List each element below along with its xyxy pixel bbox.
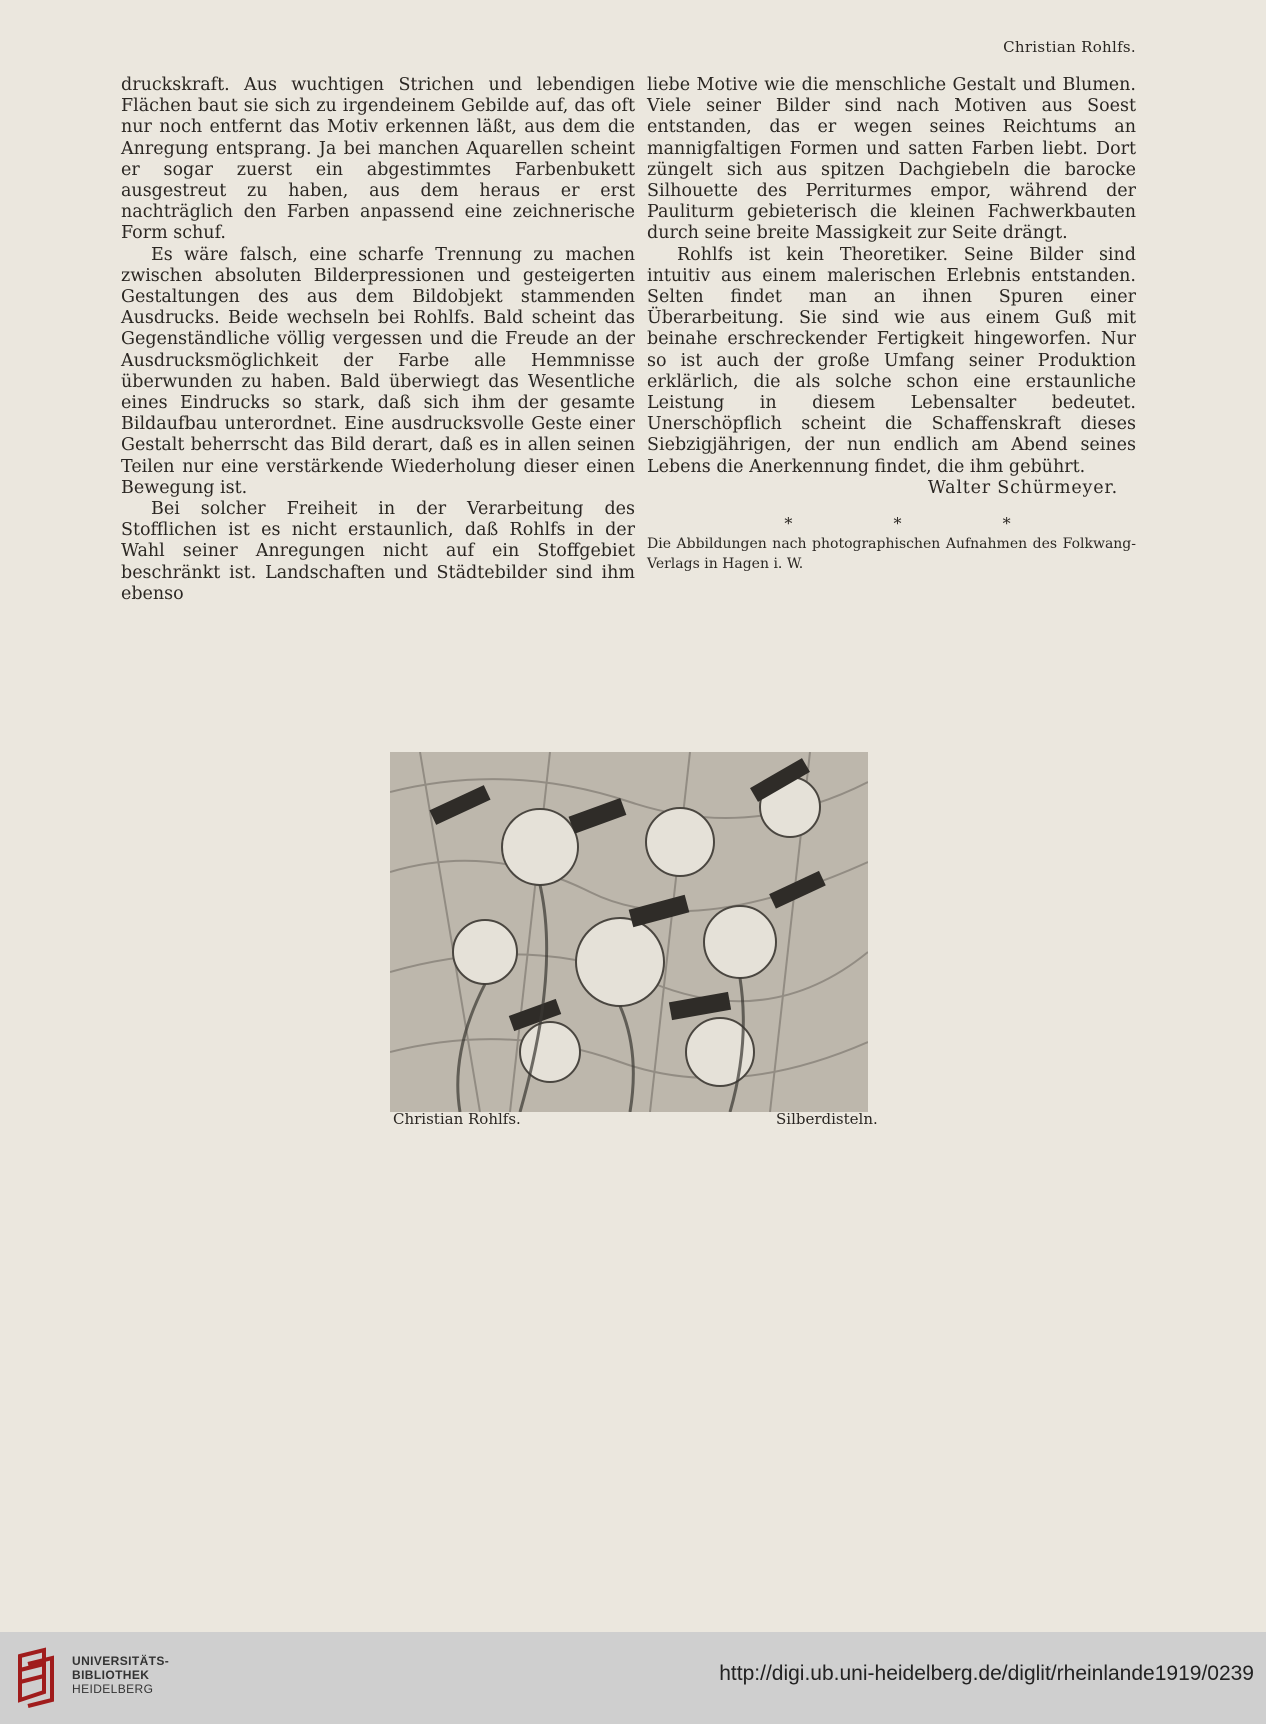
right-paragraph: Rohlfs ist kein Theoretiker. Seine Bilder sind intuitiv aus einem malerischen Erlebnis entstanden. Selten findet man an ihnen Spuren einer Überarbeitung. Sie sind wie aus einem Guß mit beinahe erschreckender Fertigkeit hingeworfen. Nur so ist auch der große Umfang seiner Produktion erklärlich, die als solche schon eine erstaunliche Leistung in diesem Lebensalter bedeutet. Unerschöpflich scheint die Schaffenskraft dieses Siebzigjährigen, der nun endlich am Abend seines Lebens die Anerkennung findet, die ihm gebührt. — [647, 244, 1136, 477]
left-paragraph: Es wäre falsch, eine scharfe Trennung zu machen zwischen absoluten Bilderpressionen und gesteigerten Gestaltungen des aus dem Bildobjekt stammenden Ausdrucks. Beide wechseln bei Rohlfs. Bald scheint das Gegenständliche völlig vergessen und die Freude an der Ausdrucksmöglichkeit der Farbe alle Hemmnisse überwunden zu haben. Bald überwiegt das Wesentliche eines Eindrucks so stark, daß sich ihm der gesamte Bildaufbau unterordnet. Eine ausdrucksvolle Geste einer Gestalt beherrscht das Bild derart, daß es in allen seinen Teilen nur eine verstärkende Wiederholung dieser einen Bewegung ist. — [121, 244, 635, 498]
thistle-painting-illustration — [390, 752, 868, 1112]
library-name-line: BIBLIOTHEK — [72, 1668, 150, 1682]
figure-caption-artist: Christian Rohlfs. — [393, 1110, 521, 1128]
library-name-line: HEIDELBERG — [72, 1682, 154, 1696]
left-column — [121, 75, 635, 605]
figure-caption-title: Silberdisteln. — [776, 1110, 878, 1128]
section-divider-stars: * * * — [784, 514, 1059, 534]
left-paragraph: Bei solcher Freiheit in der Verarbeitung des Stofflichen ist es nicht erstaunlich, daß Rohlfs in der Wahl seiner Anregungen nicht auf ein Stoffgebiet beschränkt ist. Landschaften und Städtebilder sind ihm ebenso — [121, 499, 635, 604]
right-paragraph: liebe Motive wie die menschliche Gestalt und Blumen. Viele seiner Bilder sind nach Motiven aus Soest entstanden, das er wegen seines Reichtums an mannigfaltigen Formen und satten Farben liebt. Dort züngelt sich aus spitzen Dachgiebeln die barocke Silhouette des Perriturmes empor, während der Pauliturm gebieterisch die kleinen Fachwerkbauten durch seine breite Massigkeit zur Seite drängt. — [647, 75, 1136, 244]
author-signature: Walter Schürmeyer. — [927, 477, 1118, 498]
library-logo-icon — [14, 1646, 60, 1708]
running-title: Christian Rohlfs. — [1003, 38, 1136, 56]
library-name — [72, 1654, 169, 1696]
thistle-painting-image — [390, 752, 868, 1112]
left-paragraph: druckskraft. Aus wuchtigen Strichen und lebendigen Flächen baut sie sich zu irgendeinem Gebilde auf, das oft nur noch entfernt das Motiv erkennen läßt, aus dem die Anregung entsprang. Ja bei manchen Aquarellen scheint er sogar zuerst ein abgestimmtes Farbenbukett ausgestreut zu haben, aus dem heraus er erst nachträglich den Farben anpassend eine zeichnerische Form schuf. — [121, 75, 635, 244]
right-column — [647, 75, 1136, 574]
source-url-link[interactable]: http://digi.ub.uni-heidelberg.de/diglit/rheinlande1919/0239 — [719, 1662, 1254, 1685]
image-credit-footnote: Die Abbildungen nach photographischen Aufnahmen des Folkwang-Verlags in Hagen i. W. — [647, 536, 1136, 573]
library-name-line: UNIVERSITÄTS- — [72, 1654, 170, 1668]
library-footer — [0, 1632, 1266, 1724]
